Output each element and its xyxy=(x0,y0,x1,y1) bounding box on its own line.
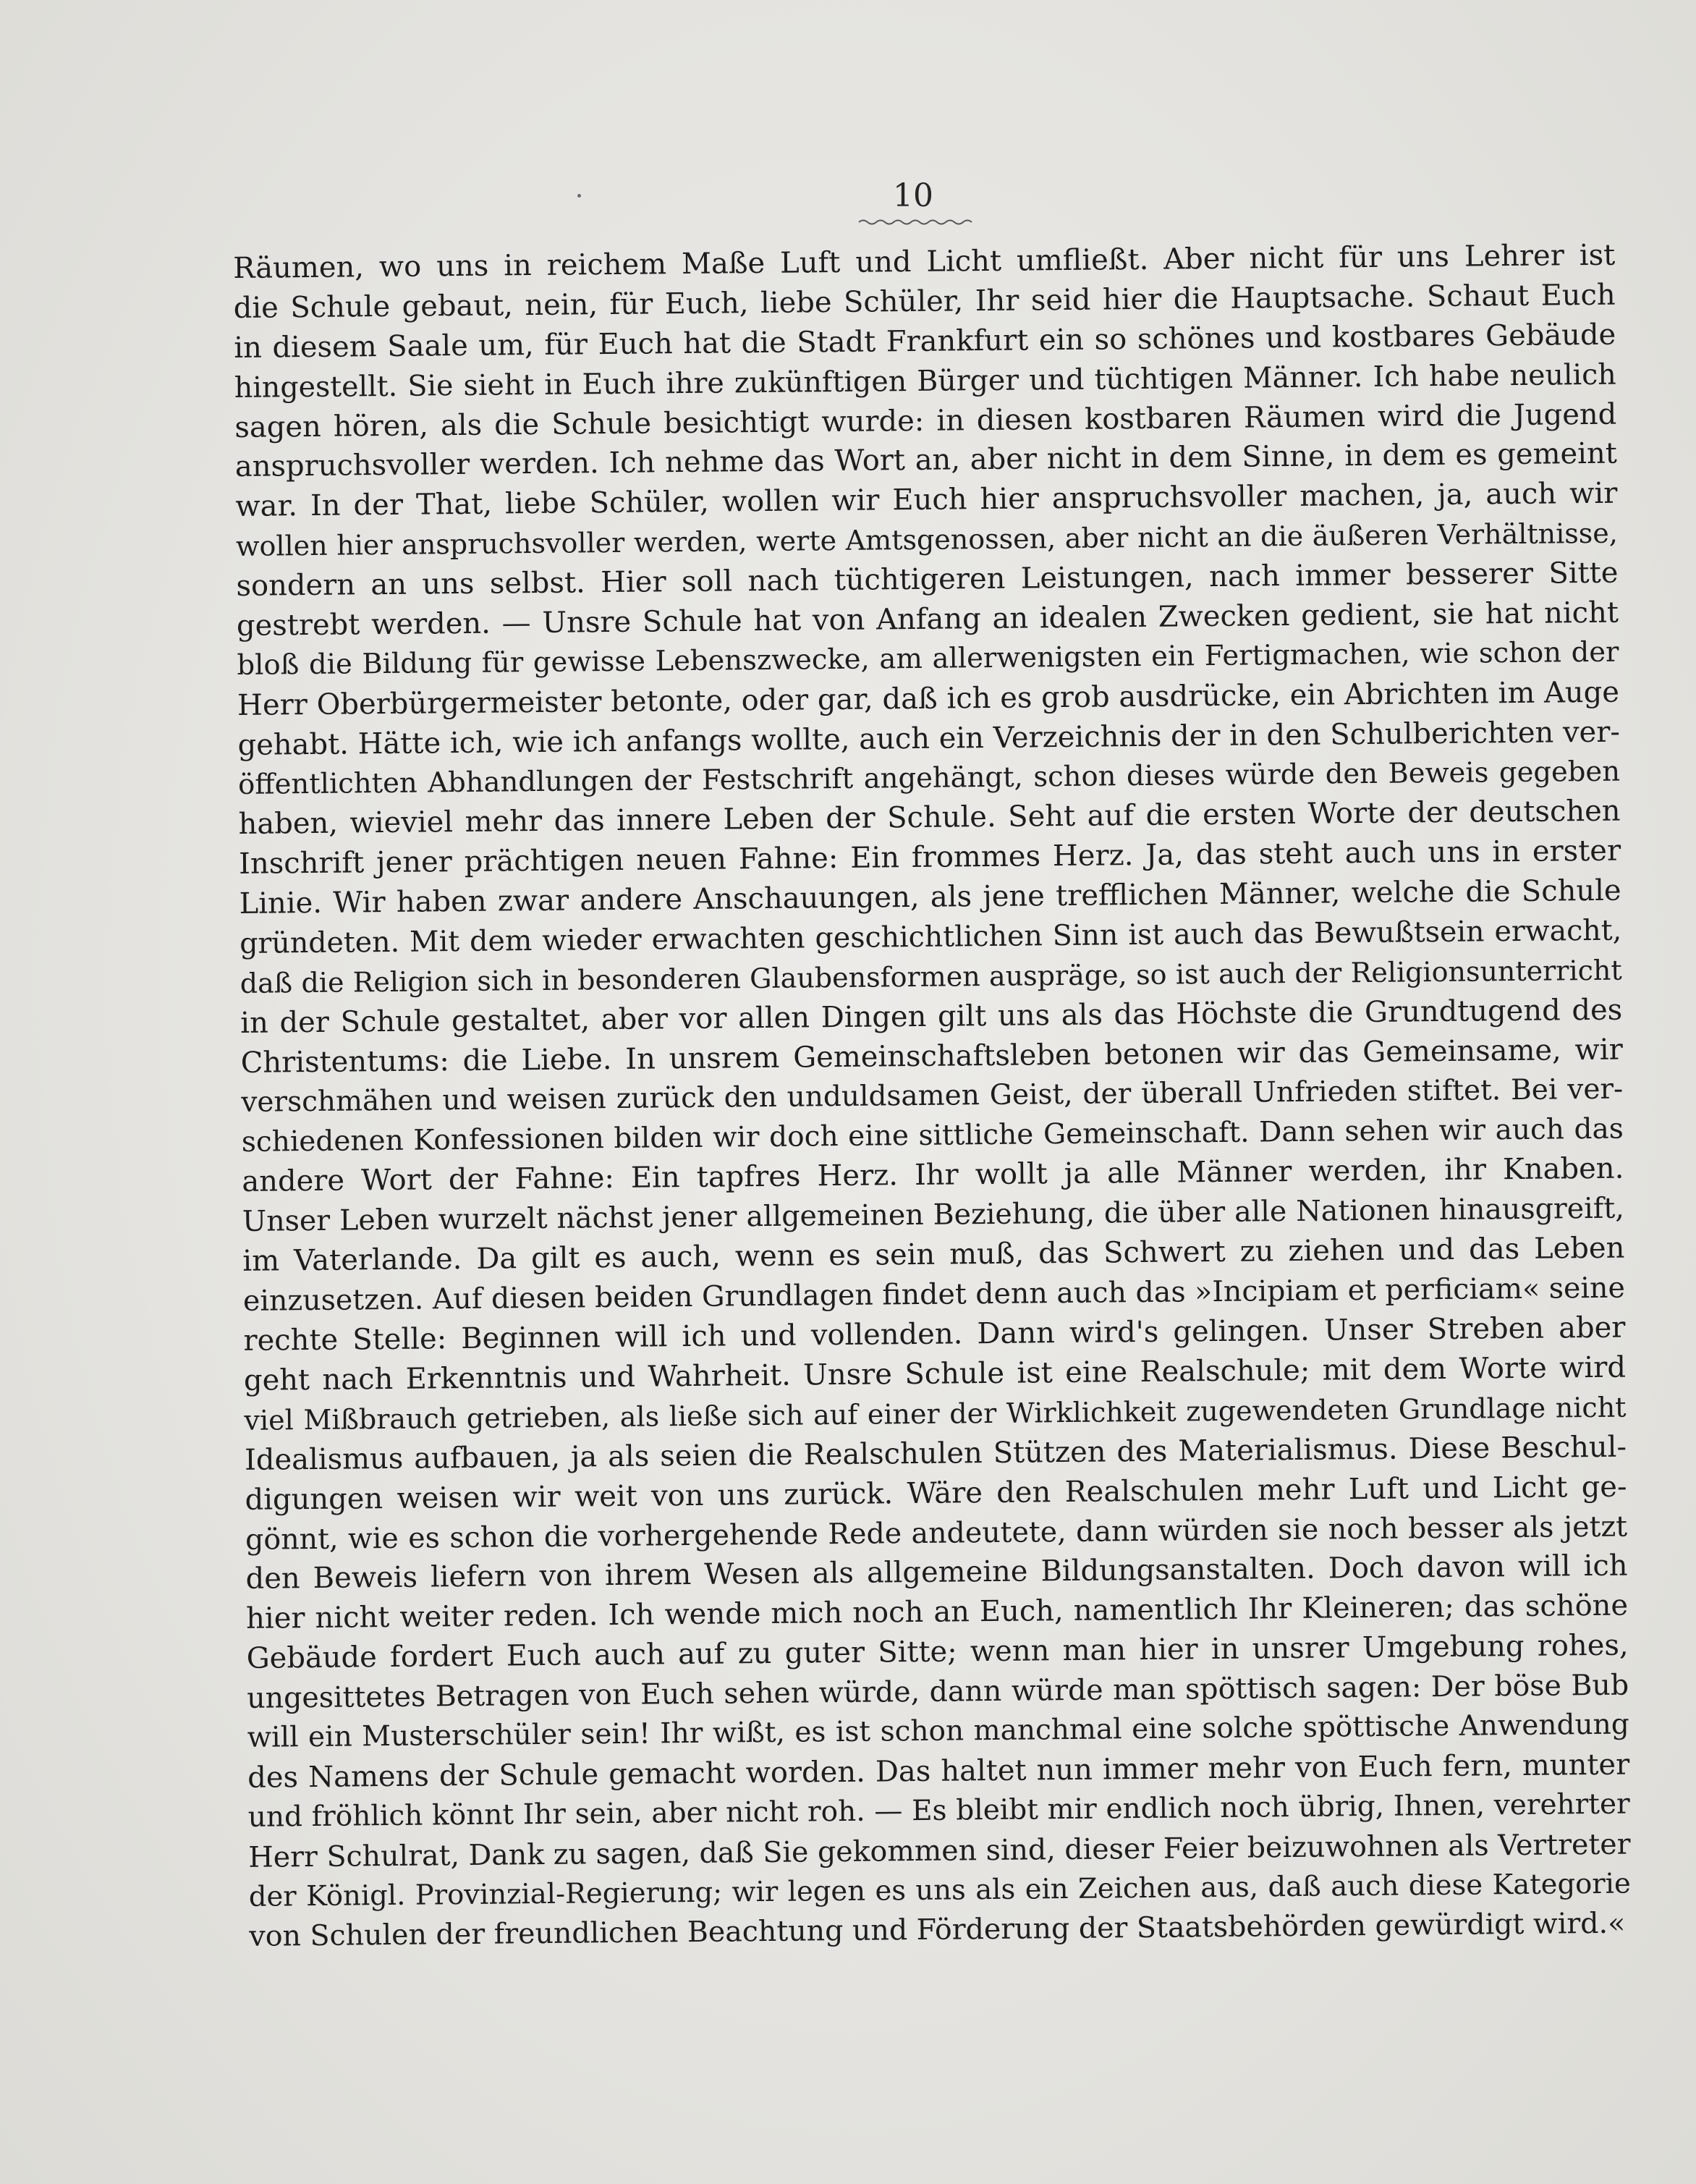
text-line: gestrebt werden. — Unsre Schule hat von Anfang an idealen Zwecken gedient, sie hat nicht xyxy=(236,596,1619,643)
text-line: daß die Religion sich in besonderen Glaubensformen auspräge, so ist auch der Religionsunterricht xyxy=(239,954,1622,999)
text-line: war. In der That, liebe Schüler, wollen wir Euch hier anspruchsvoller machen, ja, auch wir xyxy=(235,476,1618,524)
text-line: die Schule gebaut, nein, für Euch, liebe Schüler, Ihr seid hier die Hauptsache. Schaut Euch xyxy=(233,278,1616,325)
text-line: Unser Leben wurzelt nächst jener allgemeinen Beziehung, die über alle Nationen hinausgreift, xyxy=(242,1191,1625,1239)
text-line: digungen weisen wir weit von uns zurück. Wäre den Realschulen mehr Luft und Licht ge- xyxy=(245,1470,1627,1517)
text-line: hingestellt. Sie sieht in Euch ihre zukünftigen Bürger und tüchtigen Männer. Ich habe neulich xyxy=(234,357,1616,405)
text-line: Idealismus aufbauen, ja als seien die Realschulen Stützen des Materialismus. Diese Beschul- xyxy=(244,1430,1627,1477)
text-line: will ein Musterschüler sein! Ihr wißt, es ist schon manchmal eine solche spöttische Anwendung xyxy=(247,1708,1629,1754)
text-line: Räumen, wo uns in reichem Maße Luft und Licht umfließt. Aber nicht für uns Lehrer ist xyxy=(233,238,1616,285)
text-line: sagen hören, als die Schule besichtigt wurde: in diesen kostbaren Räumen wird die Jugend xyxy=(234,397,1617,444)
wavy-rule-ornament xyxy=(857,217,973,227)
text-line: bloß die Bildung für gewisse Lebenszwecke, am allerwenigsten ein Fertigmachen, wie schon der xyxy=(237,635,1619,682)
text-line: gehabt. Hätte ich, wie ich anfangs wollte, auch ein Verzeichnis der in den Schulberichten ver- xyxy=(237,715,1621,762)
text-line: rechte Stelle: Beginnen will ich und vollenden. Dann wird's gelingen. Unser Streben aber xyxy=(243,1311,1626,1358)
text-line: der Königl. Provinzial-Regierung; wir legen es uns als ein Zeichen aus, daß auch diese Kategorie xyxy=(248,1867,1631,1913)
page-number: 10 xyxy=(893,177,933,214)
text-line: verschmähen und weisen zurück den unduldsamen Geist, der überall Unfrieden stiftet. Bei ver- xyxy=(241,1072,1624,1119)
text-line: schiedenen Konfessionen bilden wir doch eine sittliche Gemeinschaft. Dann sehen wir auch das xyxy=(241,1112,1624,1159)
text-line: des Namens der Schule gemacht worden. Das haltet nun immer mehr von Euch fern, munter xyxy=(247,1748,1630,1795)
text-line: geht nach Erkenntnis und Wahrheit. Unsre Schule ist eine Realschule; mit dem Worte wird xyxy=(243,1350,1627,1397)
text-line: hier nicht weiter reden. Ich wende mich noch an Euch, namentlich Ihr Kleineren; das schöne xyxy=(245,1588,1629,1636)
text-line: in der Schule gestaltet, aber vor allen Dingen gilt uns als das Höchste die Grundtugend des xyxy=(240,993,1623,1040)
text-line: haben, wieviel mehr das innere Leben der Schule. Seht auf die ersten Worte der deutschen xyxy=(238,795,1621,842)
text-line: ungesittetes Betragen von Euch sehen würde, dann würde man spöttisch sagen: Der böse Bub xyxy=(247,1668,1629,1715)
text-line: Herr Schulrat, Dank zu sagen, daß Sie gekommen sind, dieser Feier beizuwohnen als Vertreter xyxy=(248,1827,1631,1874)
text-line: Linie. Wir haben zwar andere Anschauungen, als jene trefflichen Männer, welche die Schule xyxy=(239,873,1621,921)
text-line: gründeten. Mit dem wieder erwachten geschichtlichen Sinn ist auch das Bewußtsein erwacht, xyxy=(239,913,1622,961)
text-line: sondern an uns selbst. Hier soll nach tüchtigeren Leistungen, nach immer besserer Sitte xyxy=(236,556,1619,604)
text-line: den Beweis liefern von ihrem Wesen als allgemeine Bildungsanstalten. Doch davon will ich xyxy=(245,1549,1628,1596)
body-text xyxy=(233,236,1632,1957)
text-line: wollen hier anspruchsvoller werden, werte Amtsgenossen, aber nicht an die äußeren Verhältnisse, xyxy=(235,517,1619,563)
text-line: von Schulen der freundlichen Beachtung und Förderung der Staatsbehörden gewürdigt wird.« xyxy=(249,1907,1626,1954)
text-line: in diesem Saale um, für Euch hat die Stadt Frankfurt ein so schönes und kostbares Gebäude xyxy=(234,318,1616,365)
text-line: viel Mißbrauch getrieben, als ließe sich auf einer der Wirklichkeit zugewendeten Grundlage nicht xyxy=(244,1391,1627,1436)
text-line: öffentlichten Abhandlungen der Festschrift angehängt, schon dieses würde den Beweis gegeben xyxy=(237,755,1621,801)
text-line: gönnt, wie es schon die vorhergehende Rede andeutete, dann würden sie noch besser als jetzt xyxy=(245,1510,1628,1557)
text-line: andere Wort der Fahne: Ein tapfres Herz. Ihr wollt ja alle Männer werden, ihr Knaben. xyxy=(242,1152,1624,1199)
text-line: Inschrift jener prächtigen neuen Fahne: Ein frommes Herz. Ja, das steht auch uns in erster xyxy=(238,834,1621,881)
text-line: im Vaterlande. Da gilt es auch, wenn es sein muß, das Schwert zu ziehen und das Leben xyxy=(242,1231,1625,1279)
text-line: Christentums: die Liebe. In unsrem Gemeinschaftsleben betonen wir das Gemeinsame, wir xyxy=(240,1033,1623,1080)
text-line: anspruchsvoller werden. Ich nehme das Wort an, aber nicht in dem Sinne, in dem es gemeint xyxy=(234,437,1618,484)
text-line: Herr Oberbürgermeister betonte, oder gar, daß ich es grob ausdrücke, ein Abrichten im Auge xyxy=(237,675,1620,722)
text-line: einzusetzen. Auf diesen beiden Grundlagen findet denn auch das »Incipiam et perficiam« seine xyxy=(242,1271,1626,1319)
text-line: und fröhlich könnt Ihr sein, aber nicht roh. — Es bleibt mir endlich noch übrig, Ihnen, verehrter xyxy=(247,1787,1630,1834)
text-line: Gebäude fordert Euch auch auf zu guter Sitte; wenn man hier in unsrer Umgebung rohes, xyxy=(246,1628,1629,1676)
